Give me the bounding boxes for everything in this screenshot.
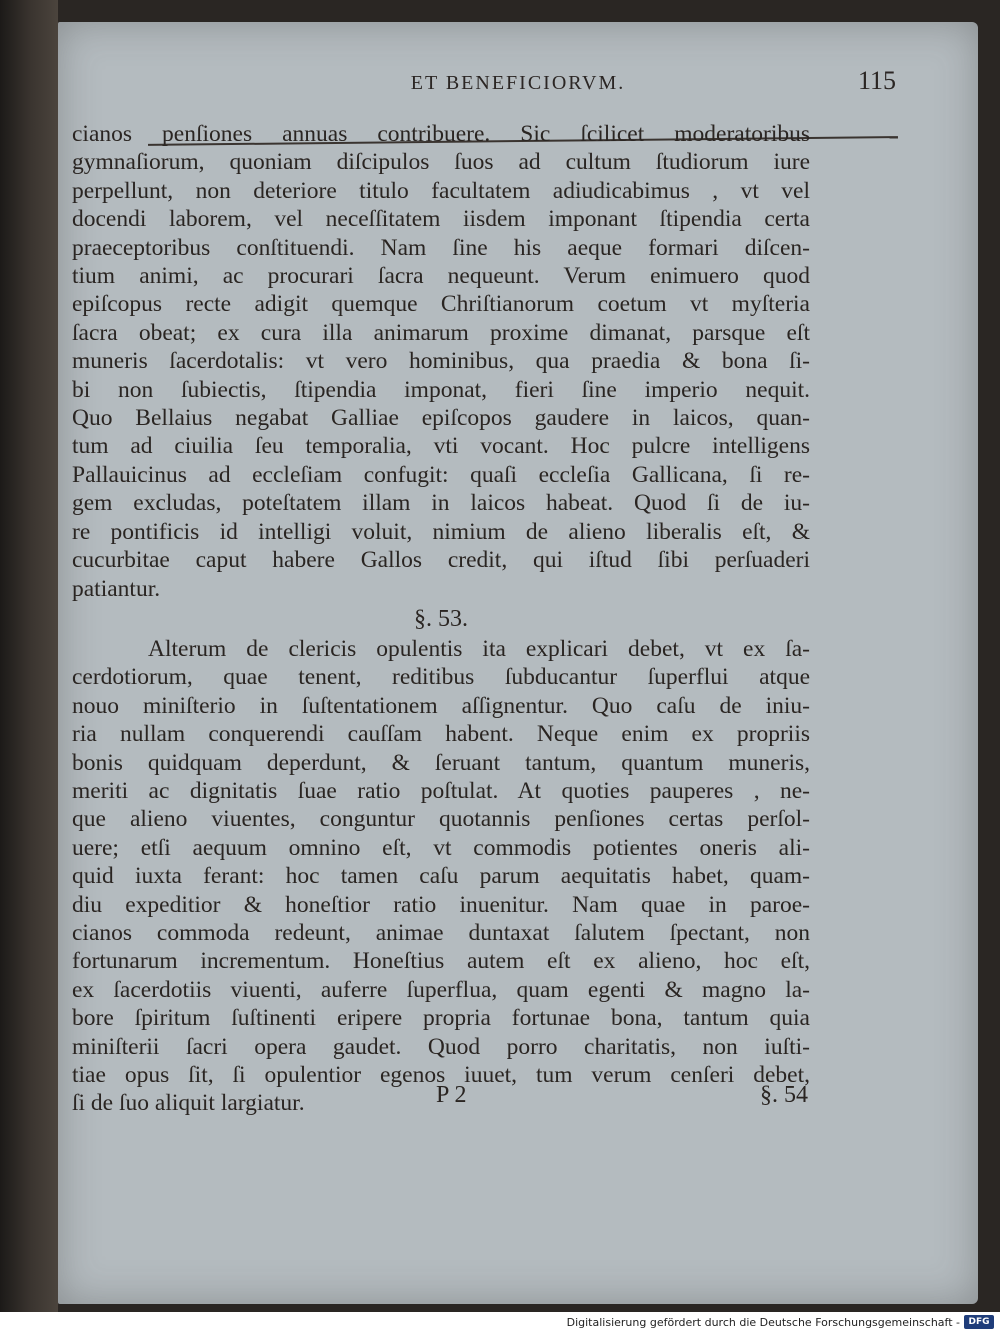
text-line: ex ſacerdotiis viuenti, auferre ſuperflua, quam egenti & magno la- <box>72 976 810 1003</box>
running-head: ET BENEFICIORVM. <box>410 72 626 94</box>
page-footer <box>72 1082 810 1116</box>
book-spine <box>0 0 58 1312</box>
text-line: ſi de ſuo aliquit largiatur. <box>72 1090 305 1117</box>
credit-bar <box>0 1312 1000 1334</box>
text-line: cucurbitae caput habere Gallos credit, qui iſtud ſibi perſuaderi <box>72 547 810 574</box>
text-line: tum ad ciuilia ſeu temporalia, vti vocant. Hoc pulcre intelligens <box>72 433 810 460</box>
text-line: Pallauicinus ad eccleſiam confugit: quaſi eccleſia Gallicana, ſi re- <box>72 461 810 488</box>
text-line: tiae opus ſit, ſi opulentior egenos iuuet, tum verum cenſeri debet, <box>72 1062 810 1088</box>
text-line: bore ſpiritum ſuſtinenti eripere propria fortunae bona, tantum quia <box>72 1005 810 1032</box>
signature-mark: P 2 <box>436 1082 467 1108</box>
section-heading: §. 53. <box>414 605 468 632</box>
text-line: cerdotiorum, quae tenent, reditibus ſubducantur ſuperflui atque <box>72 664 810 691</box>
text-line: Quo Bellaius negabat Galliae epiſcopos gaudere in laicos, quan- <box>72 405 810 432</box>
text-line: cianos commoda redeunt, animae duntaxat ſalutem ſpectant, non <box>72 919 810 946</box>
text-line: ſacra obeat; ex cura illa animarum proxime dimanat, parsque eſt <box>72 319 810 346</box>
text-line: patiantur. <box>72 575 161 602</box>
text-line: uere; etſi aequum omnino eſt, vt commodis potientes oneris ali- <box>72 834 810 861</box>
text-line: fortunarum incrementum. Honeſtius autem eſt ex alieno, hoc eſt, <box>72 948 810 975</box>
catchword: §. 54 <box>760 1082 808 1108</box>
text-line: perpellunt, non deteriore titulo facultatem adiudicabimus , vt vel <box>72 177 810 204</box>
text-line: nouo miniſterio in ſuſtentationem aſſignentur. Quo caſu de iniu- <box>72 692 810 719</box>
text-line: diu expeditior & honeſtior ratio inuenitur. Nam quae in paroe- <box>72 891 810 918</box>
text-line: cianos penſiones annuas contribuere. Sic ſcilicet moderatoribus <box>72 121 810 147</box>
paragraph-1 <box>72 120 810 603</box>
text-line: gem excludas, poteſtatem illam in laicos habeat. Quod ſi de iu- <box>72 490 810 517</box>
text-line: bi non ſubiectis, ſtipendia imponat, fieri ſine imperio nequit. <box>72 376 810 403</box>
dfg-logo: DFG <box>964 1315 994 1329</box>
text-line: tium animi, ac procurari ſacra nequeunt. Verum enimuero quod <box>72 263 810 290</box>
text-line: re pontificis id intelligi voluit, nimium de alieno liberalis eſt, & <box>72 518 810 545</box>
text-line: docendi laborem, vel neceſſitatem iisdem imponant ſtipendia certa <box>72 206 810 233</box>
page-header <box>118 66 918 102</box>
page-number: 115 <box>857 66 896 95</box>
text-line: epiſcopus recte adigit quemque Chriſtianorum coetum vt myſteria <box>72 291 810 318</box>
text-line: praeceptoribus conſtituendi. Nam ſine his aeque formari diſcen- <box>72 234 810 261</box>
book-page <box>58 22 978 1304</box>
body-text <box>72 120 810 1118</box>
text-line: muneris ſacerdotalis: vt vero hominibus, qua praedia & bona ſi- <box>72 348 810 375</box>
text-line: bonis quidquam deperdunt, & ſeruant tantum, quantum muneris, <box>72 749 810 776</box>
text-line: quid iuxta ferant: hoc tamen caſu parum aequitatis habet, quam- <box>72 863 810 890</box>
text-line: Alterum de clericis opulentis ita explicari debet, vt ex ſa- <box>148 635 810 662</box>
text-line: miniſterii ſacri opera gaudet. Quod porro charitatis, non iuſti- <box>72 1033 810 1060</box>
credit-text: Digitalisierung gefördert durch die Deutsche Forschungsgemeinschaft - <box>566 1316 960 1329</box>
text-line: meriti ac dignitatis ſuae ratio poſtulat. At quoties pauperes , ne- <box>72 777 810 804</box>
paragraph-2 <box>72 635 810 1118</box>
text-line: gymnaſiorum, quoniam diſcipulos ſuos ad cultum ſtudiorum iure <box>72 149 810 176</box>
text-line: ria nullam conquerendi cauſſam habent. Neque enim ex propriis <box>72 721 810 748</box>
text-line: que alieno viuentes, conguntur quotannis penſiones certas perſol- <box>72 806 810 833</box>
